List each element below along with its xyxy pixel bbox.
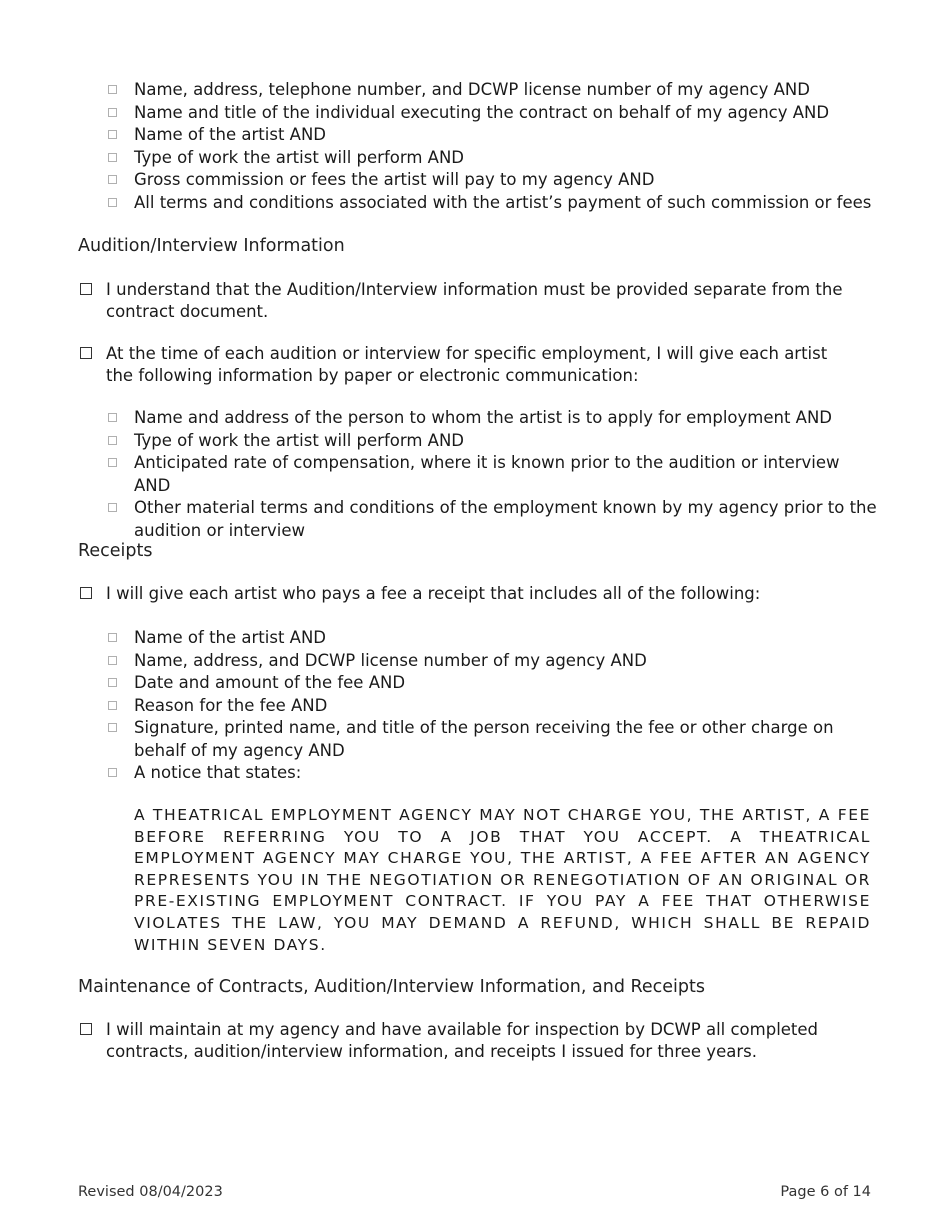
list-item-text: Name and title of the individual executing the contract on behalf of my agency AND [134, 102, 830, 122]
checkbox[interactable] [108, 175, 117, 184]
checkbox[interactable] [108, 723, 117, 732]
list-item-text: Name of the artist AND [134, 125, 326, 144]
list-item-text: Type of work the artist will perform AND [134, 147, 464, 167]
list-item-text: Anticipated rate of compensation, where it is known prior to the audition or interview AND [134, 453, 840, 495]
checkbox[interactable] [108, 701, 117, 710]
checklist-item [78, 1019, 858, 1062]
list-item-text: Name of the artist AND [134, 628, 326, 647]
checkbox[interactable] [108, 436, 117, 445]
checkbox[interactable] [108, 503, 117, 512]
list-item [108, 627, 878, 650]
checkbox[interactable] [108, 153, 117, 162]
checkbox[interactable] [108, 458, 117, 467]
list-item [108, 452, 878, 497]
list-item [108, 762, 878, 785]
list-item-text: A notice that states: [134, 763, 302, 782]
checklist-item [78, 343, 858, 386]
list-item [108, 79, 878, 102]
checklist-item [78, 279, 858, 322]
list-item-text: All terms and conditions associated with the artist’s payment of such commission or fees [134, 192, 872, 212]
list-item [108, 717, 878, 762]
revision-date: Revised 08/04/2023 [78, 1184, 223, 1200]
list-item [108, 102, 878, 125]
checkbox[interactable] [80, 283, 92, 295]
checkbox[interactable] [80, 347, 92, 359]
section-heading-audition: Audition/Interview Information [78, 236, 345, 256]
contract-items-list [108, 79, 878, 214]
list-item [108, 430, 878, 453]
checkbox[interactable] [80, 1023, 92, 1035]
list-item [108, 695, 878, 718]
checkbox[interactable] [108, 768, 117, 777]
section-heading-maintenance: Maintenance of Contracts, Audition/Interview Information, and Receipts [78, 977, 705, 997]
checkbox[interactable] [108, 656, 117, 665]
list-item [108, 169, 878, 192]
checklist-item [78, 583, 858, 605]
list-item-text: Reason for the fee AND [134, 695, 328, 715]
checkbox[interactable] [80, 587, 92, 599]
checkbox[interactable] [108, 413, 117, 422]
list-item-text: Signature, printed name, and title of the person receiving the fee or other charge on behalf of my agency AND [134, 718, 834, 760]
list-item [108, 147, 878, 170]
list-item [108, 407, 878, 430]
list-item-text: Name, address, telephone number, and DCWP license number of my agency AND [134, 80, 810, 99]
checkbox[interactable] [108, 130, 117, 139]
checkbox[interactable] [108, 108, 117, 117]
checklist-item-text: I understand that the Audition/Interview information must be provided separate from the contract document. [106, 280, 843, 321]
list-item [108, 192, 878, 215]
section-heading-receipts: Receipts [78, 541, 153, 561]
list-item [108, 497, 878, 542]
checkbox[interactable] [108, 198, 117, 207]
list-item-text: Name and address of the person to whom the artist is to apply for employment AND [134, 408, 833, 427]
checklist-item-text: At the time of each audition or interview for specific employment, I will give each artist the following information by paper or electronic communication: [106, 344, 828, 385]
checkbox[interactable] [108, 85, 117, 94]
checklist-item-text: I will give each artist who pays a fee a receipt that includes all of the following: [106, 584, 761, 603]
receipt-items-list [108, 627, 878, 785]
checkbox[interactable] [108, 678, 117, 687]
checklist-item-text: I will maintain at my agency and have available for inspection by DCWP all completed contracts, audition/interview information, and receipts I issued for three years. [106, 1020, 819, 1061]
checkbox[interactable] [108, 633, 117, 642]
list-item [108, 124, 878, 147]
fee-notice-text: A THEATRICAL EMPLOYMENT AGENCY MAY NOT CHARGE YOU, THE ARTIST, A FEE BEFORE REFERRING YOU TO A JOB THAT YOU ACCEPT. A THEATRICAL EMPLOYMENT AGENCY MAY CHARGE YOU, THE ARTIST, A FEE AFTER AN AGENCY REPRESENTS YOU IN THE NEGOTIATION OR RENEGOTIATION OF AN ORIGINAL OR PRE-EXISTING EMPLOYMENT CONTRACT. IF YOU PAY A FEE THAT OTHERWISE VIOLATES THE LAW, YOU MAY DEMAND A REFUND, WHICH SHALL BE REPAID WITHIN SEVEN DAYS. [134, 806, 871, 954]
list-item-text: Type of work the artist will perform AND [134, 430, 464, 450]
page-number: Page 6 of 14 [780, 1184, 871, 1200]
list-item-text: Date and amount of the fee AND [134, 673, 406, 692]
audition-items-list [108, 407, 878, 542]
list-item [108, 650, 878, 673]
list-item-text: Gross commission or fees the artist will pay to my agency AND [134, 170, 655, 189]
list-item-text: Name, address, and DCWP license number of my agency AND [134, 650, 647, 670]
list-item [108, 672, 878, 695]
list-item-text: Other material terms and conditions of the employment known by my agency prior to the audition or interview [134, 498, 877, 540]
